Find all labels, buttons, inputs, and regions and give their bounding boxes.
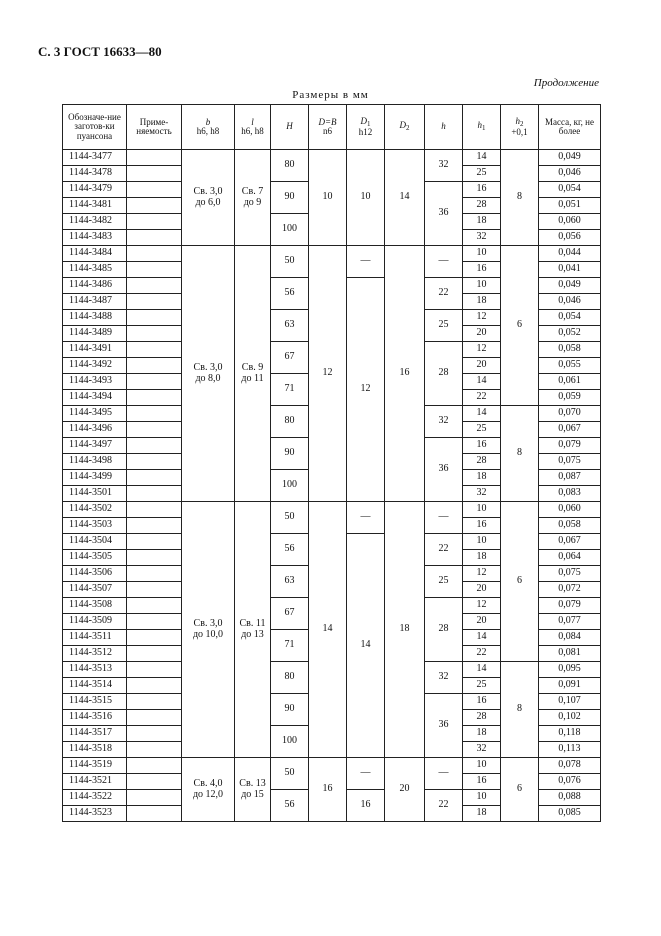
header-row	[63, 105, 601, 150]
designation-cell: 1144-3515	[63, 694, 127, 710]
designation-cell: 1144-3491	[63, 342, 127, 358]
h2-cell: 6	[501, 758, 539, 822]
designation-cell: 1144-3477	[63, 150, 127, 166]
H-cell: 56	[271, 534, 309, 566]
col-D1	[347, 105, 385, 150]
mass-cell: 0,095	[539, 662, 601, 678]
table-row	[63, 150, 601, 166]
col-h2	[501, 105, 539, 150]
col-h-symbol: h	[441, 121, 446, 132]
h-cell: —	[425, 502, 463, 534]
designation-cell: 1144-3506	[63, 566, 127, 582]
l-cell-line: до 15	[241, 788, 264, 800]
H-cell: 80	[271, 406, 309, 438]
h2-cell: 8	[501, 406, 539, 502]
mass-cell: 0,044	[539, 246, 601, 262]
designation-cell: 1144-3513	[63, 662, 127, 678]
h1-cell: 25	[463, 422, 501, 438]
h-cell: 32	[425, 406, 463, 438]
h-cell: 28	[425, 342, 463, 406]
col-h1-symbol: h	[477, 120, 482, 131]
h1-cell: 12	[463, 342, 501, 358]
page-title: С. 3 ГОСТ 16633—80	[38, 44, 162, 59]
b-cell	[182, 150, 235, 246]
h1-cell: 16	[463, 774, 501, 790]
DB-cell: 16	[309, 758, 347, 822]
l-cell-line: до 13	[241, 628, 264, 640]
col-applicability: Приме-няемость	[127, 105, 182, 150]
l-cell	[235, 758, 271, 822]
col-h1-sub: 1	[482, 124, 486, 133]
col-D2	[385, 105, 425, 150]
designation-cell: 1144-3482	[63, 214, 127, 230]
mass-cell: 0,075	[539, 454, 601, 470]
H-cell: 100	[271, 470, 309, 502]
H-cell: 80	[271, 150, 309, 182]
h1-cell: 16	[463, 694, 501, 710]
col-h2-symbol: h	[515, 115, 520, 126]
dimensions-table	[62, 104, 601, 822]
h1-cell: 32	[463, 742, 501, 758]
mass-cell: 0,054	[539, 182, 601, 198]
h1-cell: 25	[463, 678, 501, 694]
designation-cell: 1144-3481	[63, 198, 127, 214]
h-cell: —	[425, 246, 463, 278]
DB-cell: 12	[309, 246, 347, 502]
applicability-cell	[127, 358, 182, 374]
designation-cell: 1144-3512	[63, 646, 127, 662]
applicability-cell	[127, 278, 182, 294]
applicability-cell	[127, 294, 182, 310]
col-DB-tol: n6	[323, 126, 332, 136]
mass-cell: 0,046	[539, 166, 601, 182]
applicability-cell	[127, 198, 182, 214]
b-cell	[182, 246, 235, 502]
col-b	[182, 105, 235, 150]
applicability-cell	[127, 550, 182, 566]
col-b-symbol: b	[205, 116, 211, 127]
h1-cell: 16	[463, 438, 501, 454]
mass-cell: 0,052	[539, 326, 601, 342]
applicability-cell	[127, 438, 182, 454]
col-b-tol: h6, h8	[196, 126, 220, 136]
h-cell: 36	[425, 182, 463, 246]
applicability-cell	[127, 342, 182, 358]
h1-cell: 14	[463, 630, 501, 646]
D1-cell: —	[347, 246, 385, 278]
h1-cell: 18	[463, 726, 501, 742]
h1-cell: 14	[463, 662, 501, 678]
col-DB	[309, 105, 347, 150]
h1-cell: 22	[463, 646, 501, 662]
h1-cell: 18	[463, 806, 501, 822]
D2-cell: 18	[385, 502, 425, 758]
H-cell: 67	[271, 342, 309, 374]
H-cell: 71	[271, 374, 309, 406]
table-row	[63, 246, 601, 262]
applicability-cell	[127, 486, 182, 502]
h1-cell: 20	[463, 358, 501, 374]
applicability-cell	[127, 598, 182, 614]
h1-cell: 10	[463, 246, 501, 262]
designation-cell: 1144-3484	[63, 246, 127, 262]
applicability-cell	[127, 150, 182, 166]
h1-cell: 16	[463, 518, 501, 534]
h-cell: 36	[425, 438, 463, 502]
designation-cell: 1144-3489	[63, 326, 127, 342]
b-cell-line: Св. 3,0	[193, 618, 223, 629]
continuation-label: Продолжение	[533, 77, 599, 89]
applicability-cell	[127, 582, 182, 598]
applicability-cell	[127, 230, 182, 246]
designation-cell: 1144-3505	[63, 550, 127, 566]
applicability-cell	[127, 678, 182, 694]
mass-cell: 0,085	[539, 806, 601, 822]
designation-cell: 1144-3502	[63, 502, 127, 518]
H-cell: 50	[271, 502, 309, 534]
mass-cell: 0,072	[539, 582, 601, 598]
l-cell-line: до 11	[241, 372, 264, 384]
h-cell: 22	[425, 790, 463, 822]
designation-cell: 1144-3499	[63, 470, 127, 486]
col-D1-sub: 1	[367, 119, 371, 128]
H-cell: 90	[271, 438, 309, 470]
applicability-cell	[127, 790, 182, 806]
col-h	[425, 105, 463, 150]
h-cell: 22	[425, 534, 463, 566]
applicability-cell	[127, 534, 182, 550]
mass-cell: 0,079	[539, 438, 601, 454]
designation-cell: 1144-3523	[63, 806, 127, 822]
designation-cell: 1144-3509	[63, 614, 127, 630]
applicability-cell	[127, 422, 182, 438]
designation-cell: 1144-3497	[63, 438, 127, 454]
applicability-cell	[127, 518, 182, 534]
designation-cell: 1144-3486	[63, 278, 127, 294]
h-cell: 36	[425, 694, 463, 758]
designation-cell: 1144-3479	[63, 182, 127, 198]
designation-cell: 1144-3493	[63, 374, 127, 390]
b-cell-line: Св. 4,0	[193, 778, 223, 789]
h-cell: 25	[425, 310, 463, 342]
mass-cell: 0,060	[539, 214, 601, 230]
H-cell: 50	[271, 758, 309, 790]
D1-cell: 10	[347, 150, 385, 246]
mass-cell: 0,087	[539, 470, 601, 486]
h1-cell: 18	[463, 294, 501, 310]
b-cell-line: до 12,0	[192, 788, 224, 800]
col-D1-tol: h12	[358, 126, 373, 137]
mass-cell: 0,078	[539, 758, 601, 774]
applicability-cell	[127, 214, 182, 230]
l-cell-line: Св. 7	[241, 186, 264, 197]
designation-cell: 1144-3517	[63, 726, 127, 742]
H-cell: 100	[271, 214, 309, 246]
l-cell-line: Св. 13	[239, 778, 266, 789]
h1-cell: 12	[463, 566, 501, 582]
applicability-cell	[127, 390, 182, 406]
col-D2-symbol: D	[399, 120, 406, 131]
h1-cell: 14	[463, 374, 501, 390]
mass-cell: 0,041	[539, 262, 601, 278]
applicability-cell	[127, 310, 182, 326]
col-h2-sub: 2	[520, 119, 524, 128]
mass-cell: 0,113	[539, 742, 601, 758]
h1-cell: 20	[463, 582, 501, 598]
applicability-cell	[127, 470, 182, 486]
H-cell: 80	[271, 662, 309, 694]
D2-cell: 14	[385, 150, 425, 246]
col-h1	[463, 105, 501, 150]
h1-cell: 16	[463, 182, 501, 198]
table-row	[63, 758, 601, 774]
D2-cell: 20	[385, 758, 425, 822]
mass-cell: 0,059	[539, 390, 601, 406]
l-cell-line: до 9	[243, 196, 262, 208]
col-D2-sub: 2	[406, 124, 410, 133]
mass-cell: 0,061	[539, 374, 601, 390]
designation-cell: 1144-3503	[63, 518, 127, 534]
designation-cell: 1144-3521	[63, 774, 127, 790]
H-cell: 90	[271, 694, 309, 726]
designation-cell: 1144-3483	[63, 230, 127, 246]
applicability-cell	[127, 694, 182, 710]
designation-cell: 1144-3522	[63, 790, 127, 806]
h1-cell: 32	[463, 486, 501, 502]
table-row	[63, 502, 601, 518]
designation-cell: 1144-3519	[63, 758, 127, 774]
h1-cell: 12	[463, 310, 501, 326]
D1-cell: 12	[347, 278, 385, 502]
applicability-cell	[127, 614, 182, 630]
mass-cell: 0,077	[539, 614, 601, 630]
mass-cell: 0,058	[539, 342, 601, 358]
h1-cell: 14	[463, 150, 501, 166]
h-cell: 25	[425, 566, 463, 598]
l-cell	[235, 246, 271, 502]
H-cell: 90	[271, 182, 309, 214]
applicability-cell	[127, 182, 182, 198]
l-cell-line: Св. 9	[241, 362, 264, 373]
designation-cell: 1144-3494	[63, 390, 127, 406]
mass-cell: 0,054	[539, 310, 601, 326]
h-cell: —	[425, 758, 463, 790]
h1-cell: 28	[463, 454, 501, 470]
designation-cell: 1144-3508	[63, 598, 127, 614]
mass-cell: 0,070	[539, 406, 601, 422]
h1-cell: 16	[463, 262, 501, 278]
col-mass: Масса, кг, не более	[539, 105, 601, 150]
designation-cell: 1144-3514	[63, 678, 127, 694]
applicability-cell	[127, 406, 182, 422]
h1-cell: 18	[463, 214, 501, 230]
b-cell-line: Св. 3,0	[193, 186, 223, 197]
designation-cell: 1144-3488	[63, 310, 127, 326]
DB-cell: 10	[309, 150, 347, 246]
designation-cell: 1144-3495	[63, 406, 127, 422]
h1-cell: 12	[463, 598, 501, 614]
b-cell-line: до 6,0	[195, 196, 221, 208]
designation-cell: 1144-3485	[63, 262, 127, 278]
designation-cell: 1144-3501	[63, 486, 127, 502]
mass-cell: 0,056	[539, 230, 601, 246]
b-cell	[182, 758, 235, 822]
mass-cell: 0,079	[539, 598, 601, 614]
h1-cell: 10	[463, 278, 501, 294]
b-cell-line: Св. 3,0	[193, 362, 223, 373]
h-cell: 22	[425, 278, 463, 310]
l-cell-line: Св. 11	[239, 618, 266, 629]
h1-cell: 10	[463, 758, 501, 774]
h2-cell: 6	[501, 502, 539, 662]
h2-cell: 6	[501, 246, 539, 406]
sizes-caption: Размеры в мм	[292, 89, 369, 101]
mass-cell: 0,051	[539, 198, 601, 214]
mass-cell: 0,049	[539, 150, 601, 166]
H-cell: 71	[271, 630, 309, 662]
mass-cell: 0,075	[539, 566, 601, 582]
h-cell: 32	[425, 662, 463, 694]
designation-cell: 1144-3498	[63, 454, 127, 470]
mass-cell: 0,055	[539, 358, 601, 374]
D1-cell: 16	[347, 790, 385, 822]
D1-cell: —	[347, 758, 385, 790]
applicability-cell	[127, 710, 182, 726]
table-body	[63, 150, 601, 822]
applicability-cell	[127, 326, 182, 342]
h1-cell: 10	[463, 502, 501, 518]
applicability-cell	[127, 726, 182, 742]
col-H-symbol: H	[286, 121, 293, 132]
h1-cell: 20	[463, 614, 501, 630]
h1-cell: 28	[463, 198, 501, 214]
h1-cell: 28	[463, 710, 501, 726]
applicability-cell	[127, 502, 182, 518]
b-cell	[182, 502, 235, 758]
designation-cell: 1144-3492	[63, 358, 127, 374]
mass-cell: 0,118	[539, 726, 601, 742]
col-D1-symbol: D	[360, 115, 367, 126]
col-H	[271, 105, 309, 150]
h2-cell: 8	[501, 662, 539, 758]
applicability-cell	[127, 166, 182, 182]
H-cell: 56	[271, 790, 309, 822]
applicability-cell	[127, 806, 182, 822]
col-DB-symbol: D=B	[318, 116, 337, 127]
l-cell	[235, 150, 271, 246]
designation-cell: 1144-3511	[63, 630, 127, 646]
mass-cell: 0,107	[539, 694, 601, 710]
l-cell	[235, 502, 271, 758]
h1-cell: 20	[463, 326, 501, 342]
h1-cell: 18	[463, 550, 501, 566]
b-cell-line: до 8,0	[195, 372, 221, 384]
h-cell: 28	[425, 598, 463, 662]
col-h2-tol: +0,1	[511, 126, 528, 137]
applicability-cell	[127, 630, 182, 646]
mass-cell: 0,076	[539, 774, 601, 790]
designation-cell: 1144-3507	[63, 582, 127, 598]
H-cell: 100	[271, 726, 309, 758]
h1-cell: 25	[463, 166, 501, 182]
D1-cell: 14	[347, 534, 385, 758]
h1-cell: 32	[463, 230, 501, 246]
designation-cell: 1144-3518	[63, 742, 127, 758]
applicability-cell	[127, 374, 182, 390]
h1-cell: 14	[463, 406, 501, 422]
applicability-cell	[127, 646, 182, 662]
applicability-cell	[127, 774, 182, 790]
col-l-symbol: l	[251, 116, 254, 127]
mass-cell: 0,083	[539, 486, 601, 502]
D2-cell: 16	[385, 246, 425, 502]
mass-cell: 0,067	[539, 534, 601, 550]
h1-cell: 10	[463, 790, 501, 806]
mass-cell: 0,064	[539, 550, 601, 566]
DB-cell: 14	[309, 502, 347, 758]
mass-cell: 0,060	[539, 502, 601, 518]
h1-cell: 18	[463, 470, 501, 486]
mass-cell: 0,091	[539, 678, 601, 694]
applicability-cell	[127, 742, 182, 758]
col-designation: Обозначе-ние заготов-ки пуансона	[63, 105, 127, 150]
H-cell: 67	[271, 598, 309, 630]
h2-cell: 8	[501, 150, 539, 246]
designation-cell: 1144-3478	[63, 166, 127, 182]
mass-cell: 0,084	[539, 630, 601, 646]
mass-cell: 0,058	[539, 518, 601, 534]
H-cell: 63	[271, 566, 309, 598]
applicability-cell	[127, 566, 182, 582]
b-cell-line: до 10,0	[192, 628, 224, 640]
mass-cell: 0,102	[539, 710, 601, 726]
H-cell: 56	[271, 278, 309, 310]
H-cell: 50	[271, 246, 309, 278]
designation-cell: 1144-3496	[63, 422, 127, 438]
applicability-cell	[127, 454, 182, 470]
designation-cell: 1144-3516	[63, 710, 127, 726]
applicability-cell	[127, 246, 182, 262]
designation-cell: 1144-3487	[63, 294, 127, 310]
applicability-cell	[127, 758, 182, 774]
designation-cell: 1144-3504	[63, 534, 127, 550]
applicability-cell	[127, 662, 182, 678]
H-cell: 63	[271, 310, 309, 342]
mass-cell: 0,067	[539, 422, 601, 438]
mass-cell: 0,049	[539, 278, 601, 294]
h1-cell: 10	[463, 534, 501, 550]
col-l	[235, 105, 271, 150]
applicability-cell	[127, 262, 182, 278]
D1-cell: —	[347, 502, 385, 534]
mass-cell: 0,046	[539, 294, 601, 310]
col-l-tol: h6, h8	[241, 126, 264, 136]
h1-cell: 22	[463, 390, 501, 406]
h-cell: 32	[425, 150, 463, 182]
mass-cell: 0,088	[539, 790, 601, 806]
mass-cell: 0,081	[539, 646, 601, 662]
